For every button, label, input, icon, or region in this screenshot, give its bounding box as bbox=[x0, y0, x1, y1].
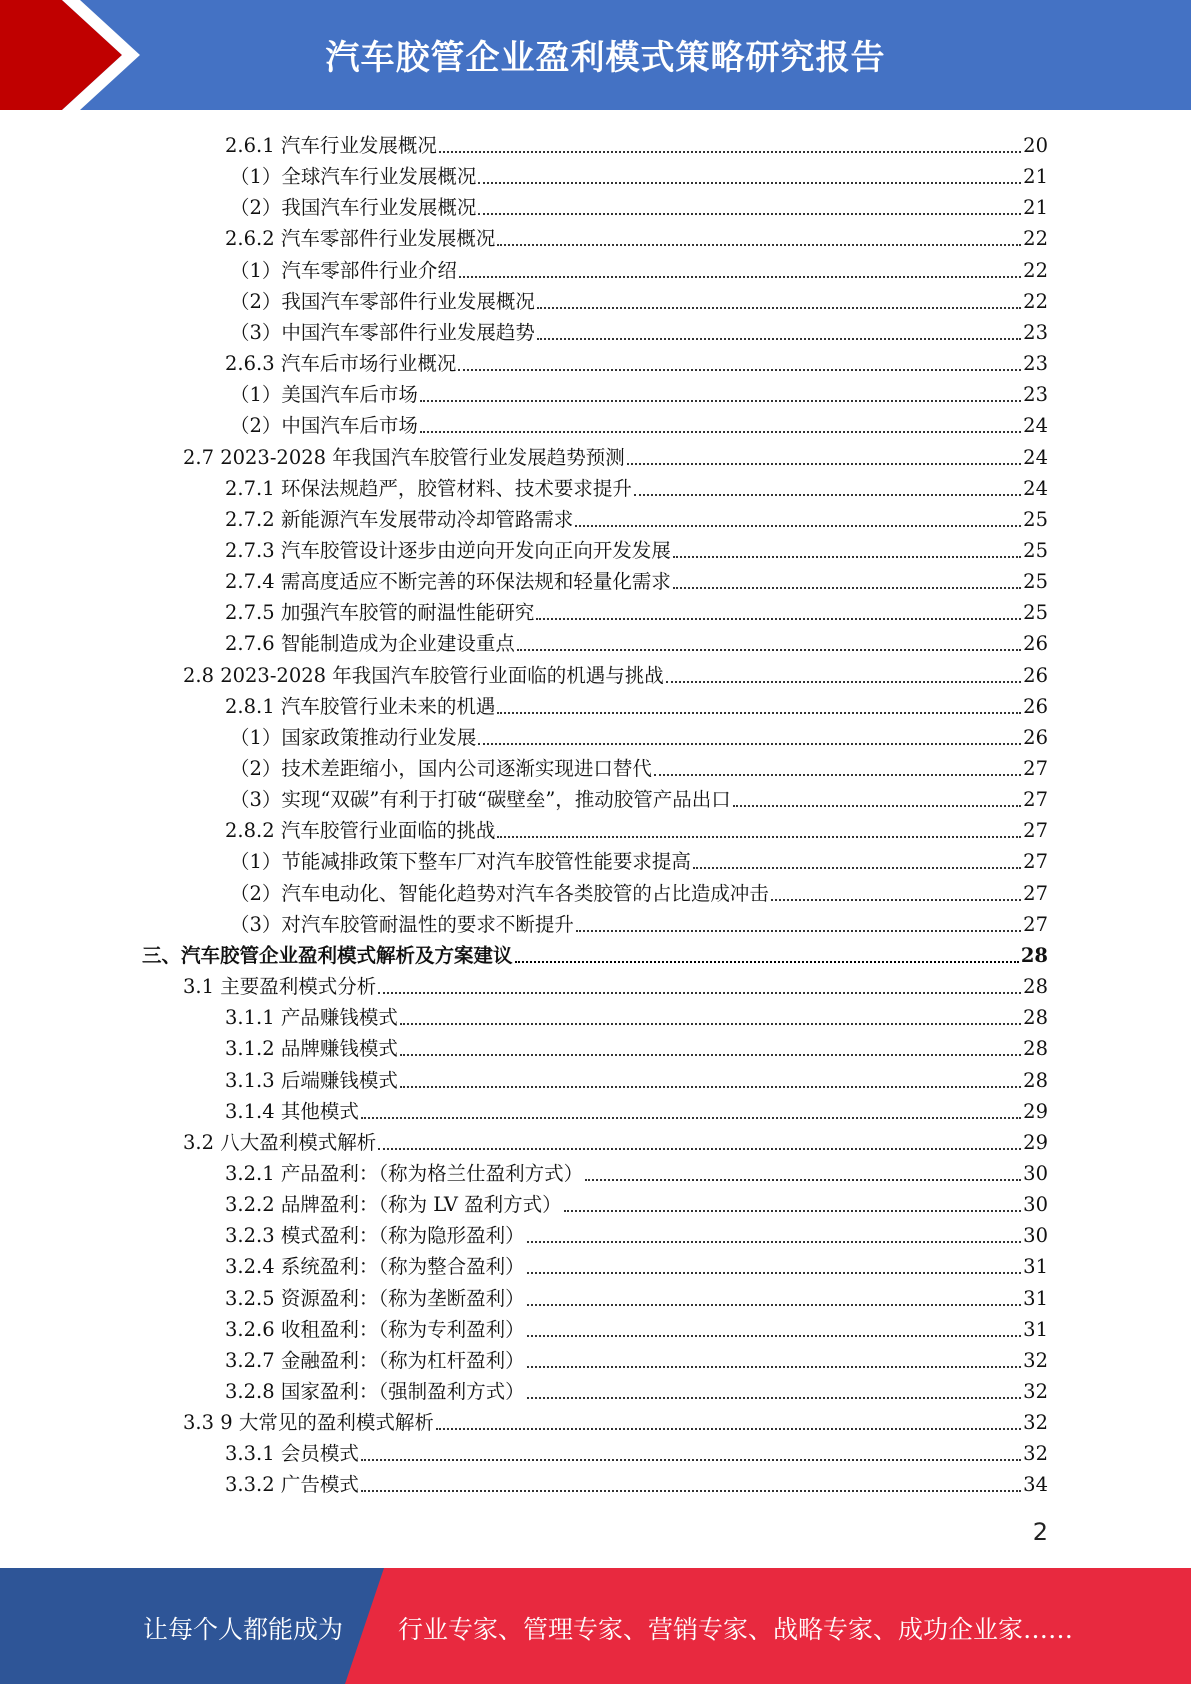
toc-entry-page: 26 bbox=[1023, 725, 1048, 749]
toc-dot-leader bbox=[497, 712, 1021, 714]
toc-dot-leader bbox=[459, 276, 1021, 278]
toc-entry-label: 2.7.1 环保法规趋严，胶管材料、技术要求提升 bbox=[225, 476, 632, 500]
toc-entry[interactable] bbox=[225, 812, 1048, 843]
toc-entry-label: （1）汽车零部件行业介绍 bbox=[230, 258, 457, 282]
toc-entry[interactable] bbox=[225, 1435, 1048, 1466]
toc-entry[interactable] bbox=[230, 750, 1048, 781]
toc-dot-leader bbox=[527, 1397, 1022, 1399]
toc-entry-label: 3.1.2 品牌赚钱模式 bbox=[225, 1037, 398, 1061]
toc-dot-leader bbox=[627, 463, 1021, 465]
toc-dot-leader bbox=[666, 681, 1021, 683]
toc-entry-label: （2）中国汽车后市场 bbox=[230, 414, 418, 438]
toc-dot-leader bbox=[378, 992, 1021, 994]
toc-entry-page: 29 bbox=[1023, 1130, 1048, 1154]
toc-entry-page: 22 bbox=[1023, 289, 1048, 313]
toc-entry-page: 23 bbox=[1023, 352, 1048, 376]
toc-dot-leader bbox=[673, 556, 1021, 558]
toc-entry-label: 2.7.5 加强汽车胶管的耐温性能研究 bbox=[225, 601, 535, 625]
toc-entry[interactable] bbox=[225, 625, 1048, 656]
toc-entry-page: 22 bbox=[1023, 227, 1048, 251]
toc-entry[interactable] bbox=[225, 1030, 1048, 1061]
toc-entry-label: （3）对汽车胶管耐温性的要求不断提升 bbox=[230, 912, 574, 936]
toc-entry[interactable] bbox=[225, 532, 1048, 563]
toc-entry-label: 3.3.1 会员模式 bbox=[225, 1442, 359, 1466]
toc-entry-page: 32 bbox=[1023, 1380, 1048, 1403]
toc-entry-page: 32 bbox=[1023, 1442, 1048, 1466]
toc-entry-page: 23 bbox=[1023, 320, 1048, 344]
toc-entry-page: 21 bbox=[1023, 165, 1048, 189]
toc-entry[interactable] bbox=[225, 1186, 1048, 1217]
toc-entry-page: 28 bbox=[1023, 1006, 1048, 1030]
toc-dot-leader bbox=[527, 1366, 1022, 1368]
toc-entry-page: 20 bbox=[1023, 134, 1048, 157]
toc-entry-page: 30 bbox=[1023, 1224, 1048, 1248]
toc-entry-label: （1）节能减排政策下整车厂对汽车胶管性能要求提高 bbox=[230, 850, 691, 874]
toc-entry[interactable] bbox=[225, 501, 1048, 532]
toc-dot-leader bbox=[478, 743, 1021, 745]
toc-entry-page: 29 bbox=[1023, 1099, 1048, 1123]
toc-dot-leader bbox=[497, 244, 1021, 246]
toc-entry[interactable] bbox=[225, 1342, 1048, 1373]
toc-entry-label: 2.7 2023-2028 年我国汽车胶管行业发展趋势预测 bbox=[183, 445, 625, 469]
toc-entry-label: 2.7.3 汽车胶管设计逐步由逆向开发向正向开发发展 bbox=[225, 538, 671, 562]
toc-dot-leader bbox=[400, 1086, 1021, 1088]
toc-entry-label: （1）国家政策推动行业发展 bbox=[230, 725, 477, 749]
toc-entry[interactable] bbox=[230, 252, 1048, 283]
toc-entry-label: 三、汽车胶管企业盈利模式解析及方案建议 bbox=[142, 943, 513, 967]
toc-entry[interactable] bbox=[225, 1155, 1048, 1186]
toc-entry[interactable] bbox=[142, 937, 1048, 968]
toc-entry[interactable] bbox=[230, 781, 1048, 812]
toc-entry-page: 27 bbox=[1023, 881, 1048, 905]
toc-entry[interactable] bbox=[225, 1217, 1048, 1248]
toc-dot-leader bbox=[497, 836, 1021, 838]
toc-entry-page: 21 bbox=[1023, 196, 1048, 220]
toc-entry-page: 25 bbox=[1023, 507, 1048, 531]
toc-dot-leader bbox=[527, 1241, 1022, 1243]
toc-entry-label: （3）中国汽车零部件行业发展趋势 bbox=[230, 320, 535, 344]
toc-entry-page: 28 bbox=[1020, 943, 1048, 967]
toc-entry[interactable] bbox=[230, 906, 1048, 937]
toc-entry-page: 27 bbox=[1023, 850, 1048, 874]
toc-entry[interactable] bbox=[225, 1093, 1048, 1124]
toc-entry[interactable] bbox=[230, 283, 1048, 314]
toc-entry-page: 30 bbox=[1023, 1161, 1048, 1185]
toc-dot-leader bbox=[420, 400, 1021, 402]
toc-entry-label: 2.6.2 汽车零部件行业发展概况 bbox=[225, 227, 496, 251]
toc-entry-label: （1）美国汽车后市场 bbox=[230, 383, 418, 407]
toc-entry-page: 22 bbox=[1023, 258, 1048, 282]
toc-dot-leader bbox=[361, 1117, 1021, 1119]
toc-dot-leader bbox=[458, 369, 1021, 371]
toc-dot-leader bbox=[576, 930, 1021, 932]
toc-entry[interactable] bbox=[225, 1311, 1048, 1342]
toc-entry-page: 30 bbox=[1023, 1193, 1048, 1217]
toc-entry-label: 2.7.4 需高度适应不断完善的环保法规和轻量化需求 bbox=[225, 570, 671, 594]
footer-slogan-left: 让每个人都能成为 bbox=[143, 1615, 344, 1644]
toc-entry[interactable] bbox=[230, 158, 1048, 189]
toc-entry-label: 3.2.1 产品盈利：（称为格兰仕盈利方式） bbox=[225, 1161, 584, 1185]
toc-dot-leader bbox=[564, 1210, 1021, 1212]
page-footer bbox=[0, 1568, 1191, 1684]
toc-entry-label: 3.2.7 金融盈利：（称为杠杆盈利） bbox=[225, 1348, 525, 1372]
toc-dot-leader bbox=[478, 182, 1021, 184]
toc-entry[interactable] bbox=[225, 1466, 1048, 1497]
toc-entry-label: 3.1 主要盈利模式分析 bbox=[183, 975, 377, 999]
toc-entry[interactable] bbox=[183, 1404, 1048, 1435]
toc-dot-leader bbox=[527, 1272, 1022, 1274]
toc-entry-page: 28 bbox=[1023, 975, 1048, 999]
toc-dot-leader bbox=[420, 431, 1021, 433]
toc-entry[interactable] bbox=[225, 345, 1048, 376]
toc-entry-label: 2.8.1 汽车胶管行业未来的机遇 bbox=[225, 694, 496, 718]
toc-entry[interactable] bbox=[225, 220, 1048, 251]
toc-dot-leader bbox=[378, 1148, 1021, 1150]
toc-entry-label: （2）汽车电动化、智能化趋势对汽车各类胶管的占比造成冲击 bbox=[230, 881, 769, 905]
toc-entry[interactable] bbox=[230, 376, 1048, 407]
toc-entry-label: 3.3 9 大常见的盈利模式解析 bbox=[183, 1411, 434, 1435]
toc-entry-label: 3.2.2 品牌盈利：（称为 LV 盈利方式） bbox=[225, 1193, 562, 1217]
toc-dot-leader bbox=[478, 213, 1021, 215]
toc-entry-page: 31 bbox=[1023, 1255, 1048, 1279]
toc-entry-label: 2.6.3 汽车后市场行业概况 bbox=[225, 352, 457, 376]
toc-dot-leader bbox=[771, 899, 1021, 901]
toc-entry-label: 3.2 八大盈利模式解析 bbox=[183, 1130, 377, 1154]
toc-entry-page: 27 bbox=[1023, 819, 1048, 843]
toc-entry[interactable] bbox=[183, 1124, 1048, 1155]
toc-dot-leader bbox=[733, 805, 1021, 807]
toc-entry-page: 24 bbox=[1023, 445, 1048, 469]
toc-entry-page: 25 bbox=[1023, 570, 1048, 594]
toc-entry-label: （2）我国汽车零部件行业发展概况 bbox=[230, 289, 535, 313]
toc-entry-page: 27 bbox=[1023, 788, 1048, 812]
toc-entry[interactable] bbox=[225, 594, 1048, 625]
toc-dot-leader bbox=[361, 1459, 1021, 1461]
toc-dot-leader bbox=[575, 525, 1021, 527]
toc-entry[interactable] bbox=[183, 968, 1048, 999]
toc-dot-leader bbox=[527, 1335, 1022, 1337]
toc-entry-page: 31 bbox=[1023, 1286, 1048, 1310]
toc-entry[interactable] bbox=[225, 688, 1048, 719]
toc-entry-label: （1）全球汽车行业发展概况 bbox=[230, 165, 477, 189]
toc-entry-page: 25 bbox=[1023, 538, 1048, 562]
toc-entry-label: （2）我国汽车行业发展概况 bbox=[230, 196, 477, 220]
toc-dot-leader bbox=[361, 1490, 1021, 1492]
toc-entry[interactable] bbox=[230, 843, 1048, 874]
toc-entry-page: 24 bbox=[1023, 476, 1048, 500]
toc-entry-label: （2）技术差距缩小，国内公司逐渐实现进口替代 bbox=[230, 757, 652, 780]
toc-entry[interactable] bbox=[230, 719, 1048, 750]
toc-entry-label: 2.6.1 汽车行业发展概况 bbox=[225, 134, 437, 157]
toc-entry-page: 23 bbox=[1023, 383, 1048, 407]
toc-entry-page: 28 bbox=[1023, 1068, 1048, 1092]
toc-dot-leader bbox=[673, 587, 1021, 589]
toc-entry[interactable] bbox=[230, 314, 1048, 345]
toc-entry[interactable] bbox=[225, 1280, 1048, 1311]
toc-entry-label: 3.1.1 产品赚钱模式 bbox=[225, 1006, 398, 1030]
toc-entry-label: 3.2.5 资源盈利：（称为垄断盈利） bbox=[225, 1286, 525, 1310]
toc-entry-label: （3）实现“双碳”有利于打破“碳壁垒”，推动胶管产品出口 bbox=[230, 788, 731, 812]
toc-entry[interactable] bbox=[230, 407, 1048, 438]
toc-dot-leader bbox=[517, 649, 1021, 651]
toc-dot-leader bbox=[400, 1023, 1021, 1025]
toc-entry[interactable] bbox=[225, 127, 1048, 158]
toc-dot-leader bbox=[693, 867, 1021, 869]
toc-entry[interactable] bbox=[183, 439, 1048, 470]
toc-entry-label: 3.3.2 广告模式 bbox=[225, 1473, 359, 1497]
toc-entry[interactable] bbox=[225, 563, 1048, 594]
toc-entry-page: 32 bbox=[1023, 1411, 1048, 1435]
toc-entry-label: 3.2.8 国家盈利：（强制盈利方式） bbox=[225, 1380, 525, 1403]
toc-entry-label: 2.8.2 汽车胶管行业面临的挑战 bbox=[225, 819, 496, 843]
toc-entry-label: 3.1.4 其他模式 bbox=[225, 1099, 359, 1123]
toc-dot-leader bbox=[436, 1428, 1021, 1430]
toc-entry-page: 27 bbox=[1023, 912, 1048, 936]
toc-entry[interactable] bbox=[225, 999, 1048, 1030]
toc-dot-leader bbox=[400, 1054, 1021, 1056]
toc-entry-label: 2.8 2023-2028 年我国汽车胶管行业面临的机遇与挑战 bbox=[183, 663, 664, 687]
toc-entry-page: 25 bbox=[1023, 601, 1048, 625]
toc-entry[interactable] bbox=[230, 189, 1048, 220]
toc-dot-leader bbox=[439, 151, 1021, 153]
page-number: 2 bbox=[1032, 1518, 1048, 1546]
toc-dot-leader bbox=[537, 307, 1021, 309]
toc-dot-leader bbox=[515, 961, 1019, 963]
toc-entry[interactable] bbox=[230, 875, 1048, 906]
toc-entry-label: 3.2.6 收租盈利：（称为专利盈利） bbox=[225, 1317, 525, 1341]
toc-entry-label: 2.7.2 新能源汽车发展带动冷却管路需求 bbox=[225, 507, 574, 531]
toc-entry-page: 26 bbox=[1023, 694, 1048, 718]
toc-entry[interactable] bbox=[225, 1373, 1048, 1404]
page-header bbox=[0, 0, 1191, 110]
toc-dot-leader bbox=[536, 618, 1021, 620]
toc-entry[interactable] bbox=[225, 470, 1048, 501]
toc-entry-label: 3.2.3 模式盈利：（称为隐形盈利） bbox=[225, 1224, 525, 1248]
toc-dot-leader bbox=[527, 1304, 1022, 1306]
toc-dot-leader bbox=[634, 494, 1021, 496]
toc-entry-page: 26 bbox=[1023, 663, 1048, 687]
toc-entry-label: 3.2.4 系统盈利：（称为整合盈利） bbox=[225, 1255, 525, 1279]
toc-dot-leader bbox=[537, 338, 1021, 340]
report-title: 汽车胶管企业盈利模式策略研究报告 bbox=[325, 38, 886, 78]
footer-slogan-right: 行业专家、管理专家、营销专家、战略专家、成功企业家…… bbox=[398, 1615, 1074, 1644]
toc-entry-page: 27 bbox=[1023, 757, 1048, 780]
toc-entry-page: 26 bbox=[1023, 632, 1048, 656]
toc-entry-label: 2.7.6 智能制造成为企业建设重点 bbox=[225, 632, 515, 656]
toc-dot-leader bbox=[654, 774, 1021, 776]
toc-entry-page: 28 bbox=[1023, 1037, 1048, 1061]
toc-entry[interactable] bbox=[225, 1248, 1048, 1279]
toc-dot-leader bbox=[585, 1179, 1021, 1181]
toc-entry-page: 34 bbox=[1023, 1473, 1048, 1497]
toc-entry-page: 32 bbox=[1023, 1348, 1048, 1372]
toc-entry-page: 24 bbox=[1023, 414, 1048, 438]
toc-entry[interactable] bbox=[225, 1062, 1048, 1093]
toc-entry[interactable] bbox=[183, 657, 1048, 688]
toc-entry-label: 3.1.3 后端赚钱模式 bbox=[225, 1068, 398, 1092]
toc-entry-page: 31 bbox=[1023, 1317, 1048, 1341]
